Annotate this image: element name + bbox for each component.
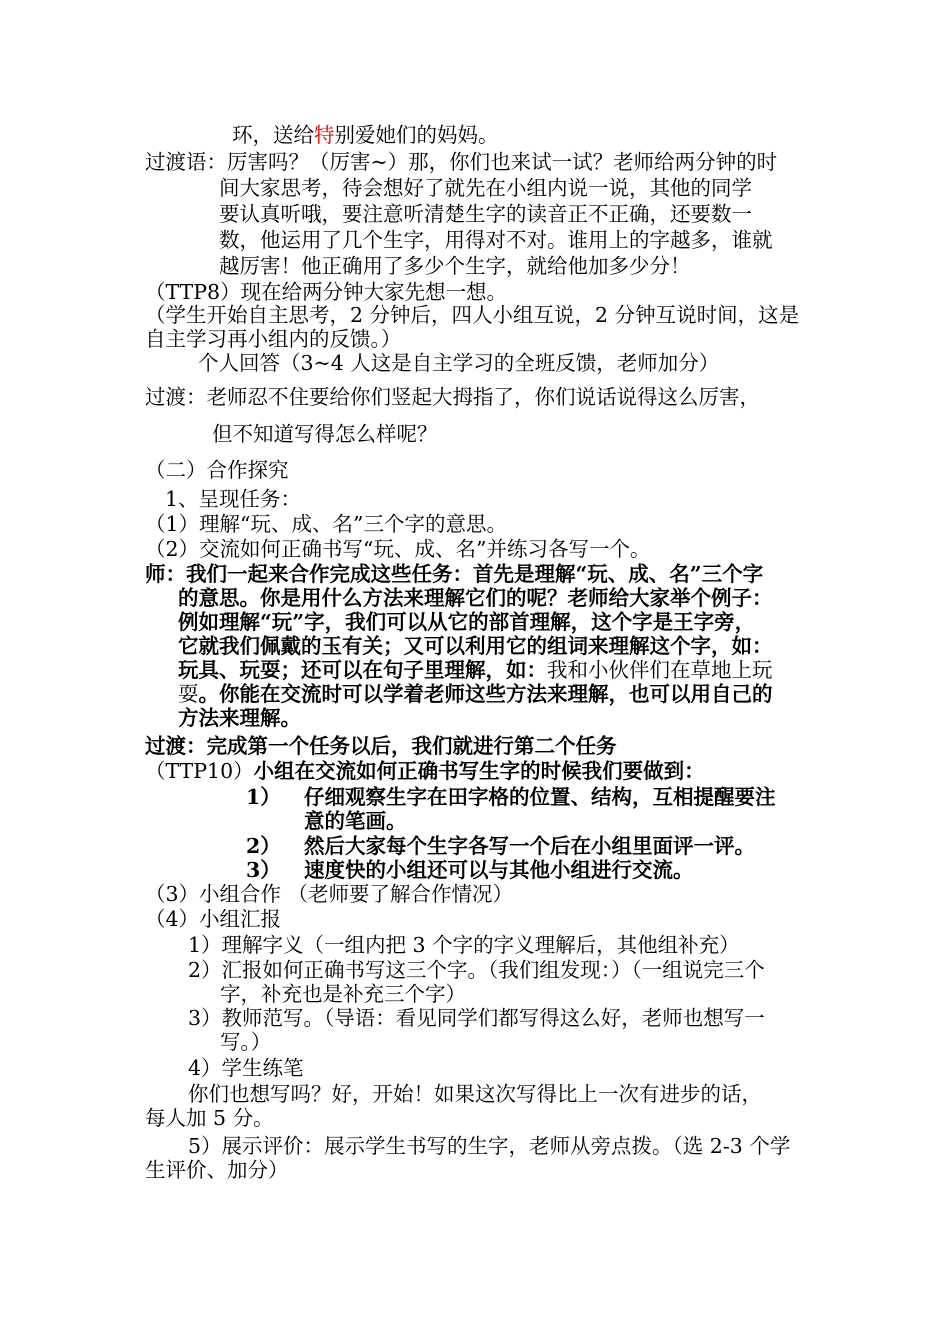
list-item: 3） 速度快的小组还可以与其他小组进行交流。 — [246, 858, 694, 882]
text-line: 例如理解“玩”字，我们可以从它的部首理解，这个字是王字旁， — [178, 610, 756, 634]
text-line: 耍。你能在交流时可以学着老师这些方法来理解，也可以用自己的 — [178, 682, 773, 706]
text-line: 环，送给特别爱她们的妈妈。 — [232, 123, 499, 147]
text-line: 每人加 5 分。 — [145, 1106, 274, 1130]
text-line: 2）汇报如何正确书写这三个字。（我们组发现：）（一组说完三个 — [188, 958, 765, 982]
transition-line: 过渡：完成第一个任务以后，我们就进行第二个任务 — [145, 734, 617, 758]
text-line: 越厉害！他正确用了多少个生字，就给他加多少分！ — [219, 254, 691, 278]
text-line: 方法来理解。 — [178, 706, 301, 730]
list-item: 1） 仔细观察生字在田字格的位置、结构，互相提醒要注 — [246, 785, 776, 809]
list-item: 2） 然后大家每个生字各写一个后在小组里面评一评。 — [246, 834, 755, 858]
text-line: 它就我们佩戴的玉有关；又可以利用它的组词来理解这个字，如： — [178, 634, 773, 658]
text-line: 意的笔画。 — [304, 809, 407, 833]
text-line: （TTP10）小组在交流如何正确书写生字的时候我们要做到： — [145, 759, 705, 783]
transition-line: 过渡语：厉害吗？（厉害~）那，你们也来试一试？老师给两分钟的时 — [145, 150, 778, 174]
text-line: 生评价、加分） — [145, 1158, 289, 1182]
text-line: 写。） — [220, 1030, 272, 1054]
text-line: （3）小组合作 （老师要了解合作情况） — [145, 882, 514, 906]
text-line: 玩具、玩耍；还可以在句子里理解，如：我和小伙伴们在草地上玩 — [178, 658, 773, 682]
text-line: 4）学生练笔 — [188, 1056, 304, 1080]
text-line: 1、呈现任务： — [165, 487, 302, 511]
text-line: 个人回答（3~4 人这是自主学习的全班反馈，老师加分） — [198, 351, 720, 375]
text-line: 5）展示评价：展示学生书写的生字，老师从旁点拨。（选 2-3 个学 — [188, 1134, 791, 1158]
text-line: （TTP8）现在给两分钟大家先想一想。 — [145, 280, 508, 304]
transition-line: 过渡：老师忍不住要给你们竖起大拇指了，你们说话说得这么厉害， — [145, 385, 760, 409]
text-line: 字，补充也是补充三个字） — [220, 982, 466, 1006]
text-line: （4）小组汇报 — [145, 907, 282, 931]
text-line: 3）教师范写。（导语：看见同学们都写得这么好，老师也想写一 — [188, 1006, 765, 1030]
highlighted-char: 特 — [314, 123, 335, 147]
text-line: 自主学习再小组内的反馈。） — [145, 327, 402, 351]
teacher-line: 师：我们一起来合作完成这些任务：首先是理解“玩、成、名”三个字 — [145, 562, 764, 586]
text-line: 但不知道写得怎么样呢？ — [212, 422, 438, 446]
task-item: （1）理解“玩、成、名”三个字的意思。 — [145, 512, 508, 536]
text-line: 的意思。你是用什么方法来理解它们的呢？老师给大家举个例子： — [178, 586, 773, 610]
text-line: 数，他运用了几个生字，用得对不对。谁用上的字越多，谁就 — [219, 228, 773, 252]
task-item: （2）交流如何正确书写“玩、成、名”并练习各写一个。 — [145, 537, 651, 561]
text-line: 1）理解字义（一组内把 3 个字的字义理解后，其他组补充） — [188, 933, 740, 957]
section-heading: （二）合作探究 — [145, 458, 289, 482]
text-line: （学生开始自主思考，2 分钟后，四人小组互说，2 分钟互说时间，这是 — [145, 303, 800, 327]
text-line: 要认真听哦，要注意听清楚生字的读音正不正确，还要数一 — [219, 202, 752, 226]
text-line: 间大家思考，待会想好了就先在小组内说一说，其他的同学 — [219, 176, 752, 200]
text-line: 你们也想写吗？好，开始！如果这次写得比上一次有进步的话， — [188, 1082, 762, 1106]
